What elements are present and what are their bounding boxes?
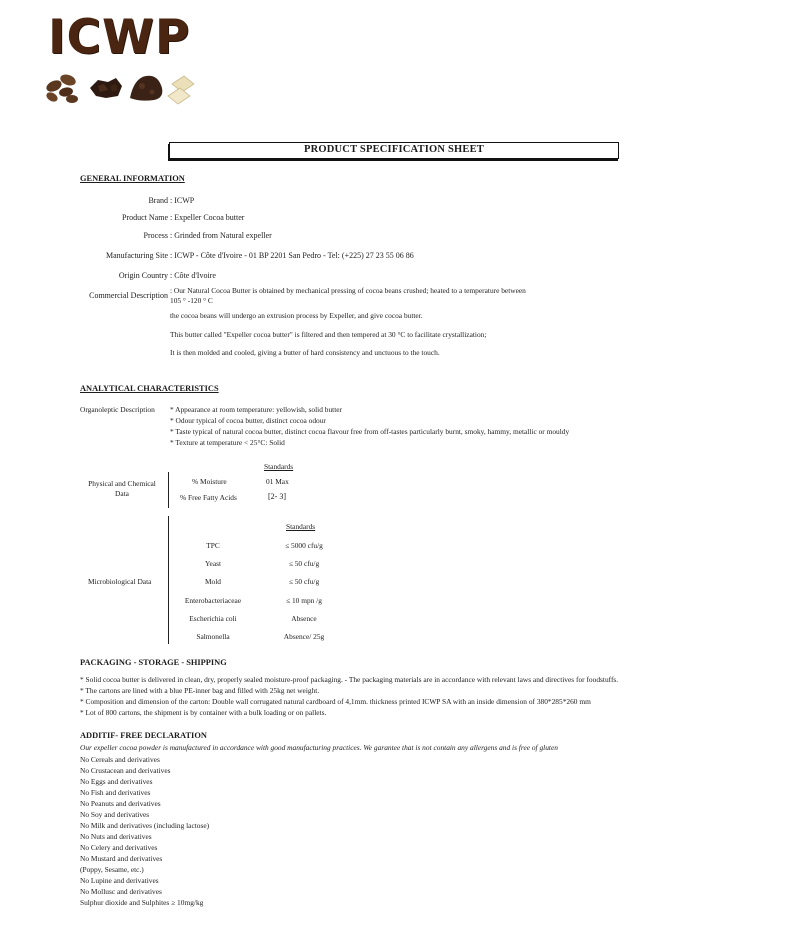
physchem-divider <box>168 472 169 508</box>
manufacturing-site-label: Manufacturing Site <box>106 251 168 260</box>
title-box <box>169 142 619 159</box>
company-logo: ICWP <box>48 10 191 65</box>
product-name-value: : Expeller Cocoa butter <box>170 213 245 222</box>
cocoa-butter-icon <box>168 76 194 104</box>
brand-value: : ICWP <box>170 196 195 205</box>
micro-param: TPC <box>206 541 220 550</box>
organoleptic-line: * Odour typical of cocoa butter, distinct cocoa odour <box>170 416 326 425</box>
general-information-heading: GENERAL INFORMATION <box>80 174 185 183</box>
additive-item: No Celery and derivatives <box>80 843 158 852</box>
origin-country-value: : Côte d'Ivoire <box>170 271 216 280</box>
micro-value: Absence/ 25g <box>283 632 325 641</box>
packaging-heading: PACKAGING - STORAGE - SHIPPING <box>80 658 227 667</box>
commercial-description-label: Commercial Description <box>89 291 168 300</box>
micro-value: ≤ 10 mpn /g <box>286 596 322 605</box>
micro-value: ≤ 5000 cfu/g <box>285 541 323 550</box>
description-line: : Our Natural Cocoa Butter is obtained by mechanical pressing of cocoa beans crushed; heated to a temperature between <box>170 286 526 295</box>
additive-item: No Soy and derivatives <box>80 810 150 819</box>
organoleptic-line: * Taste typical of natural cocoa butter, distinct cocoa flavour free from off-tastes particularly burnt, smoky, hammy, metallic or mouldy <box>170 427 570 436</box>
description-line: 105 ° -120 ° C <box>170 296 213 305</box>
physchem-label-line2: Data <box>115 489 129 498</box>
moisture-param: % Moisture <box>192 477 227 486</box>
micro-label: Microbiological Data <box>88 577 152 586</box>
manufacturing-site-value: : ICWP - Côte d'Ivoire - 01 BP 2201 San Pedro - Tel: (+225) 27 23 55 06 86 <box>170 251 414 260</box>
additive-item: No Milk and derivatives (including lactose) <box>80 821 210 830</box>
packaging-line: * Composition and dimension of the carton: Double wall corrugated natural cardboard of 4,1mm. thickness printed ICWP SA with an inside dimension of 380*285*260 mm <box>80 697 591 706</box>
process-label: Process <box>143 231 168 240</box>
product-name-label: Product Name <box>122 213 168 222</box>
cocoa-beans-icon <box>45 73 78 104</box>
description-line: This butter called "Expeller cocoa butter" is filtered and then tempered at 30 °C to facilitate crystallization; <box>170 330 487 339</box>
additive-item: Sulphur dioxide and Sulphites ≥ 10mg/kg <box>80 898 204 907</box>
additive-heading: ADDITIF- FREE DECLARATION <box>80 731 207 740</box>
micro-value: Absence <box>291 614 317 623</box>
physchem-label: Physical and Chemical <box>88 479 156 488</box>
page-title: PRODUCT SPECIFICATION SHEET <box>303 144 485 155</box>
organoleptic-label: Organoleptic Description <box>80 405 155 414</box>
additive-item: No Mustard and derivatives <box>80 854 163 863</box>
process-value: : Grinded from Natural expeller <box>170 231 272 240</box>
additive-item: No Peanuts and derivatives <box>80 799 161 808</box>
micro-value: ≤ 50 cfu/g <box>288 559 320 568</box>
origin-country-label: Origin Country <box>118 271 168 280</box>
cocoa-nibs-icon <box>90 78 122 98</box>
micro-param: Enterobacteriaceae <box>184 596 242 605</box>
additive-item: No Crustacean and derivatives <box>80 766 171 775</box>
additive-item: No Mollusc and derivatives <box>80 887 162 896</box>
micro-standards-header: Standards <box>286 522 316 531</box>
micro-param: Yeast <box>204 559 222 568</box>
ffa-value: [2- 3] <box>268 492 286 501</box>
micro-param: Salmonella <box>196 632 230 641</box>
ffa-param: % Free Fatty Acids <box>180 493 237 502</box>
organoleptic-line: * Appearance at room temperature: yellowish, solid butter <box>170 405 342 414</box>
micro-divider <box>168 516 169 644</box>
additive-item: No Eggs and derivatives <box>80 777 153 786</box>
micro-param: Mold <box>204 577 221 586</box>
physchem-standards-header: Standards <box>264 462 294 471</box>
additive-item: No Nuts and derivatives <box>80 832 152 841</box>
micro-value: ≤ 50 cfu/g <box>288 577 320 586</box>
additive-item: No Cereals and derivatives <box>80 755 160 764</box>
packaging-line: * The cartons are lined with a blue PE-inner bag and filled with 25kg net weight. <box>80 686 320 695</box>
additive-item: No Lupine and derivatives <box>80 876 159 885</box>
analytical-characteristics-heading: ANALYTICAL CHARACTERISTICS <box>80 384 219 393</box>
moisture-value: 01 Max <box>266 477 289 486</box>
logo-illustration <box>42 66 198 106</box>
description-line: It is then molded and cooled, giving a butter of hard consistency and unctuous to the touch. <box>170 348 440 357</box>
cocoa-powder-icon <box>130 76 162 101</box>
packaging-line: * Solid cocoa butter is delivered in clean, dry, properly sealed moisture-proof packaging. - The packaging materials are in accordance with relevant laws and directives for foodstuffs. <box>80 675 619 684</box>
additive-statement: Our expeller cocoa powder is manufactured in accordance with good manufacturing practices. We garantee that is not contain any allergens and is free of gluten <box>80 743 558 752</box>
organoleptic-line: * Texture at temperature < 25°C: Solid <box>170 438 285 447</box>
micro-param: Escherichia coli <box>189 614 237 623</box>
additive-item: (Poppy, Sesame, etc.) <box>80 865 144 874</box>
brand-label: Brand <box>148 196 168 205</box>
additive-item: No Fish and derivatives <box>80 788 151 797</box>
description-line: the cocoa beans will undergo an extrusion process by Expeller, and give cocoa butter. <box>170 311 423 320</box>
packaging-line: * Lot of 800 cartons, the shipment is by container with a bulk loading or on pallets. <box>80 708 327 717</box>
